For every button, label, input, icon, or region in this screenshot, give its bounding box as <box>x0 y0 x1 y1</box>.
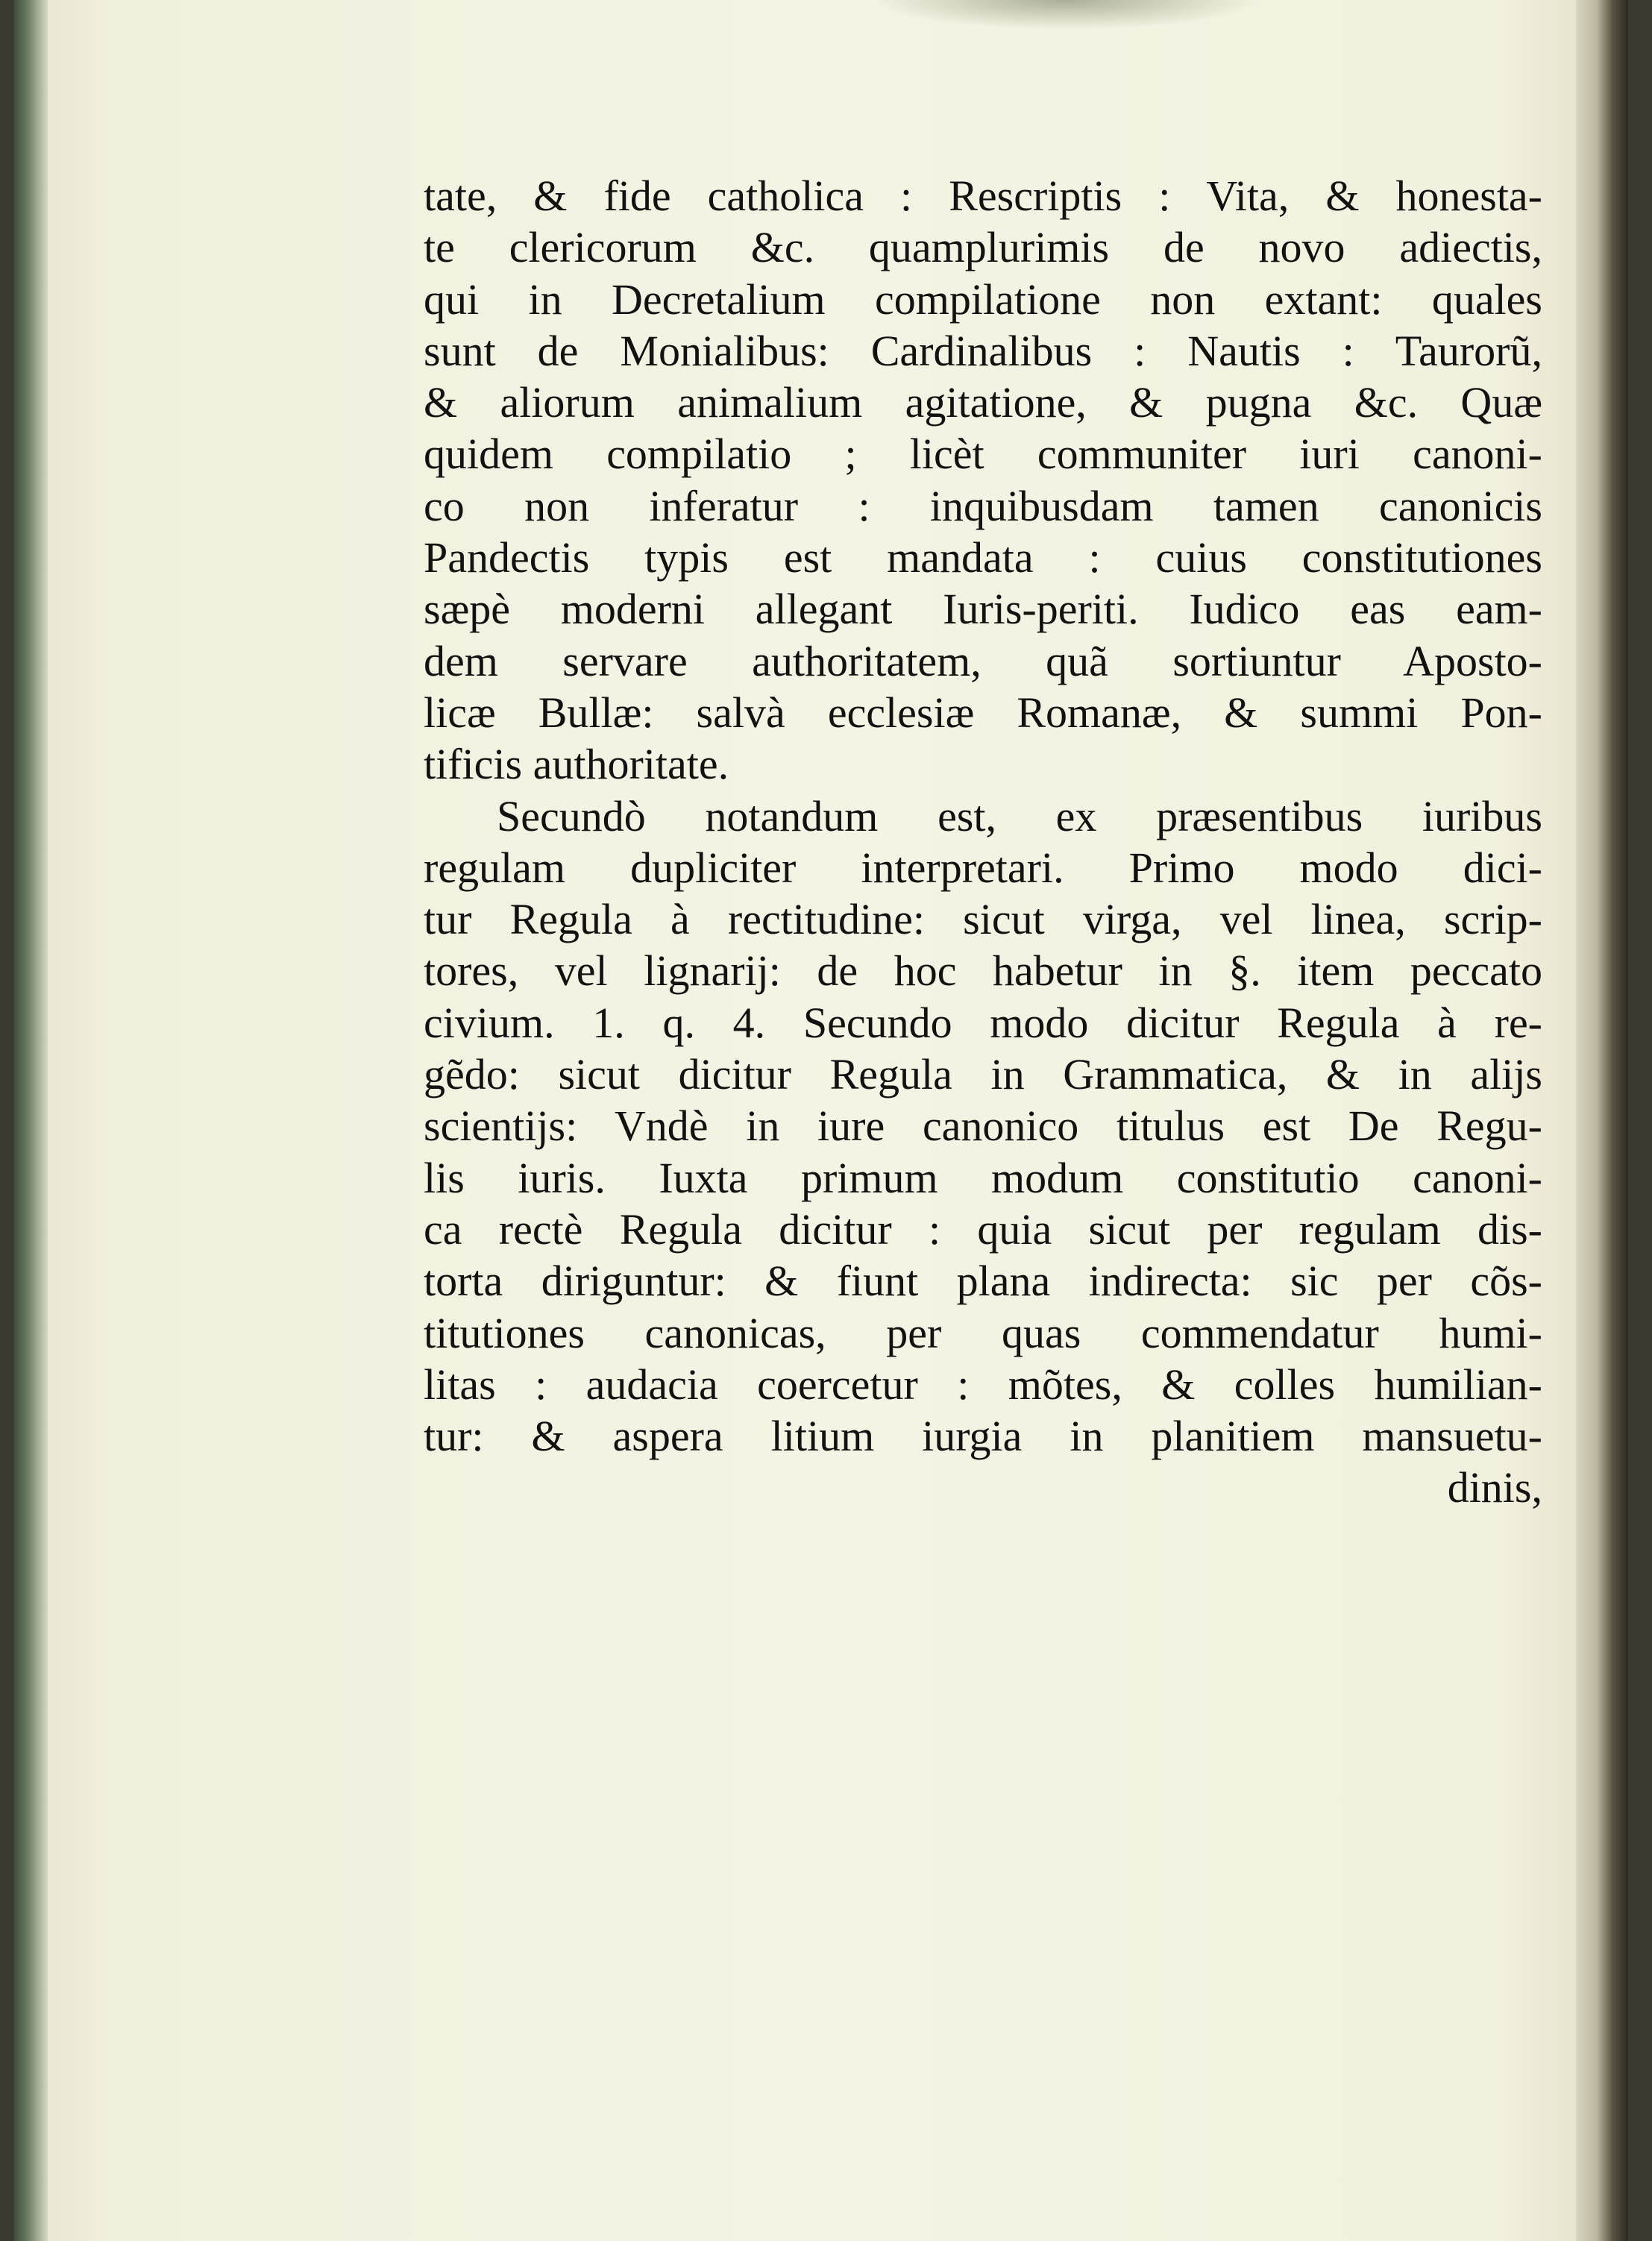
text-line: tores, vel lignarij: de hoc habetur in §. item peccato <box>424 946 1542 996</box>
paper-stain <box>871 0 1259 30</box>
text-line: dem servare authoritatem, quã sortiuntur Aposto- <box>424 636 1542 685</box>
text-line: gẽdo: sicut dicitur Regula in Grammatica, & in alijs <box>424 1050 1542 1099</box>
text-line: Pandectis typis est mandata : cuius constitutiones <box>424 533 1542 582</box>
text-line: sæpè moderni allegant Iuris-periti. Iudico eas eam- <box>424 585 1542 634</box>
book-spine <box>13 0 48 2241</box>
book-edge <box>1576 0 1628 2241</box>
text-line: civium. 1. q. 4. Secundo modo dicitur Regula à re- <box>424 998 1542 1047</box>
catchword: dinis, <box>1447 1463 1542 1512</box>
text-line: lis iuris. Iuxta primum modum constitutio canoni- <box>424 1153 1542 1202</box>
text-line: ca rectè Regula dicitur : quia sicut per regulam dis- <box>424 1204 1542 1254</box>
text-line: co non inferatur : inquibusdam tamen canonicis <box>424 481 1542 530</box>
text-line: scientijs: Vndè in iure canonico titulus est De Regu- <box>424 1101 1542 1151</box>
page-text <box>424 170 1542 1514</box>
text-line: regulam dupliciter interpretari. Primo modo dici- <box>424 843 1542 892</box>
text-line: tate, & fide catholica : Rescriptis : Vita, & honesta- <box>424 172 1542 220</box>
text-line: torta diriguntur: & fiunt plana indirecta: sic per cõs- <box>424 1257 1542 1306</box>
text-line: licæ Bullæ: salvà ecclesiæ Romanæ, & summi Pon- <box>424 688 1542 737</box>
text-line: sunt de Monialibus: Cardinalibus : Nautis : Taurorũ, <box>424 326 1542 375</box>
text-line: Secundò notandum est, ex præsentibus iuribus <box>497 791 1542 840</box>
text-line: quidem compilatio ; licèt communiter iuri canoni- <box>424 430 1542 479</box>
text-line: tificis authoritate. <box>424 740 729 789</box>
text-line: & aliorum animalium agitatione, & pugna &c. Quæ <box>424 378 1542 427</box>
text-line: tur: & aspera litium iurgia in planitiem mansuetu- <box>424 1412 1542 1461</box>
text-line: litas : audacia coercetur : mõtes, & colles humilian- <box>424 1360 1542 1409</box>
text-line: te clericorum &c. quamplurimis de novo adiectis, <box>424 223 1542 272</box>
text-line: titutiones canonicas, per quas commendatur humi- <box>424 1308 1542 1357</box>
text-line: tur Regula à rectitudine: sicut virga, vel linea, scrip- <box>424 895 1542 944</box>
text-line: qui in Decretalium compilatione non extant: quales <box>424 274 1542 324</box>
